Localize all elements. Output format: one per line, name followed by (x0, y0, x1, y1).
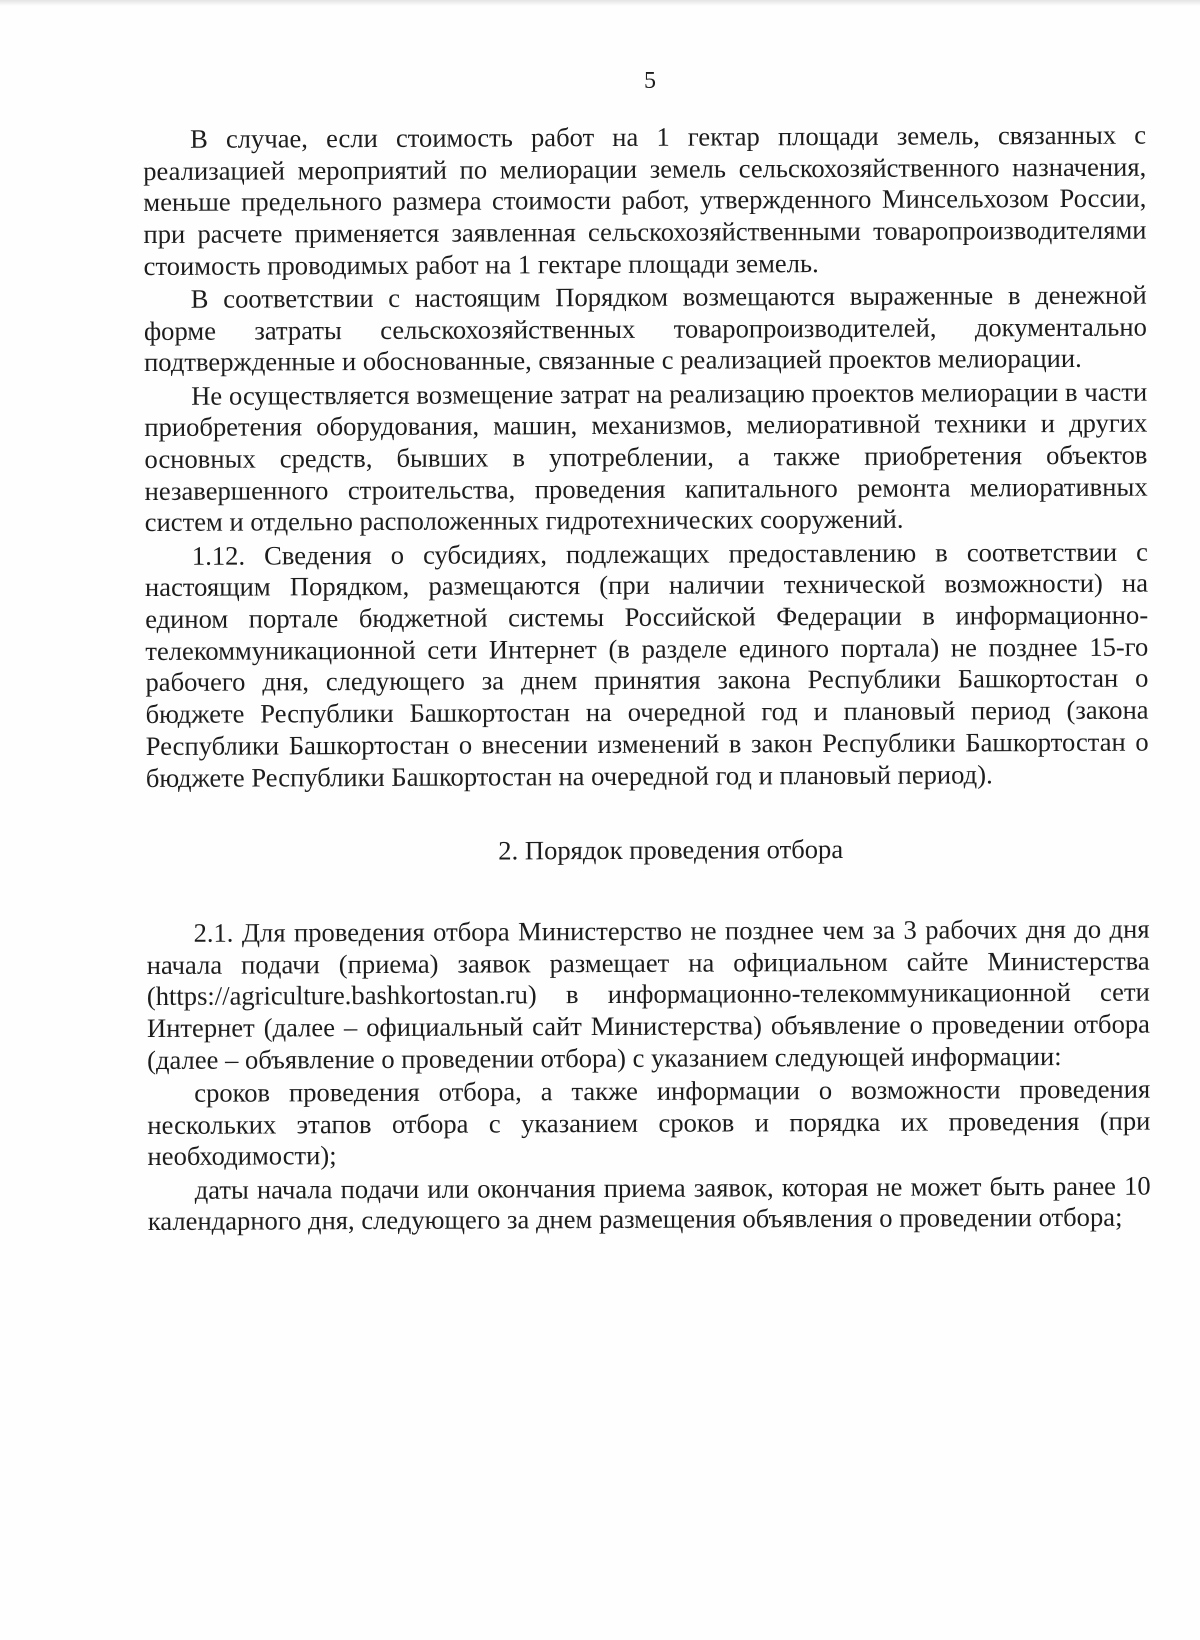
page-number: 5 (644, 68, 656, 94)
section-heading: 2. Порядок проведения отбора (498, 834, 844, 866)
paragraph-application-dates: даты начала подачи или окончания приема заявок, которая не может быть ранее 10 календарного дня, следующего за днем размещения объявления о проведении отбора; (147, 1170, 1151, 1237)
paragraph-cost-per-hectare: В случае, если стоимость работ на 1 гектар площади земель, связанных с реализацией мероприятий по мелиорации земель сельскохозяйственного назначения, меньше предельного размера стоимости работ, утвержденного Минсельхозом России, при расчете применяется заявленная сельскохозяйственными товаропроизводителями стоимость проводимых работ на 1 гектаре площади земель. (143, 119, 1147, 281)
scan-edge-shadow (0, 0, 1200, 6)
paragraph-selection-terms: сроков проведения отбора, а также информации о возможности проведения нескольких этапов отбора с указанием сроков и порядка их проведения (при необходимости); (147, 1073, 1151, 1172)
paragraph-1-12-subsidy-info: 1.12. Сведения о субсидиях, подлежащих предоставлению в соответствии с настоящим Порядком, размещаются (при наличии технической возможности) на едином портале бюджетной системы Российской Федерации в информационно-телекоммуникационной сети Интернет (в разделе единого портала) не позднее 15-го рабочего дня, следующего за днем принятия закона Республики Башкортостан о бюджете Республики Башкортостан на очередной год и плановый период (закона Республики Башкортостан о внесении изменений в закон Республики Башкортостан о бюджете Республики Башкортостан на очередной год и плановый период). (144, 536, 1149, 793)
paragraph-reimbursed-costs: В соответствии с настоящим Порядком возмещаются выраженные в денежной форме затраты сельскохозяйственных товаропроизводителей, документально подтвержденные и обоснованные, связанные с реализацией проектов мелиорации. (143, 279, 1147, 378)
document-body (143, 120, 1151, 1240)
paragraph-2-1-announcement: 2.1. Для проведения отбора Министерство не позднее чем за 3 рабочих дня до дня начала подачи (приема) заявок размещает на официальном сайте Министерства (https://agriculture.bashkortostan.ru) в информационно-телекоммуникационной сети Интернет (далее – официальный сайт Министерства) объявление о проведении отбора (далее – объявление о проведении отбора) с указанием следующей информации: (146, 913, 1151, 1075)
paragraph-not-reimbursed: Не осуществляется возмещение затрат на реализацию проектов мелиорации в части приобретения оборудования, машин, механизмов, мелиоративной техники и других основных средств, бывших в употреблении, а также приобретения объектов незавершенного строительства, проведения капитального ремонта мелиоративных систем и отдельно расположенных гидротехнических сооружений. (144, 376, 1148, 538)
